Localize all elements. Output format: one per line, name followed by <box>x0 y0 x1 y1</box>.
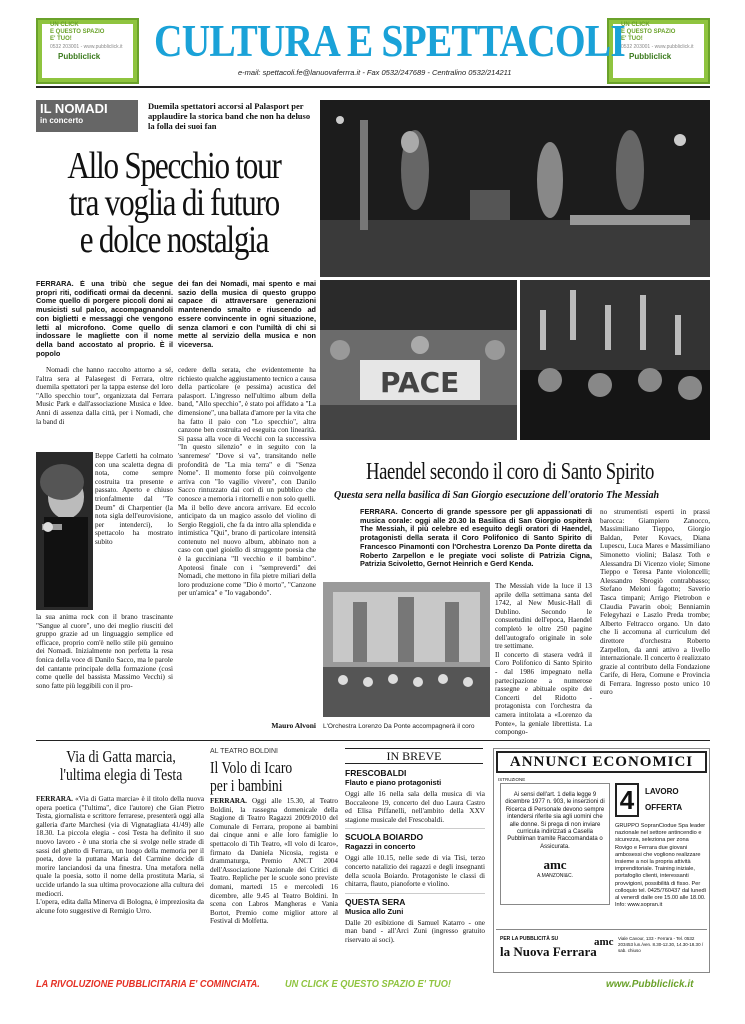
breve-title: IN BREVE <box>386 749 442 763</box>
body-text: cedere della serata, che evidentemente ha richiesto qualche aggiustamento tecnico a causa della particolare (e pessima) acustica del palasport. L'ingresso nell'ultimo album della band, "Allo specchio", è stato poi affidato a "La dimensione", una ballata d'amore per la vita che ha fatto il paio con "Lo specchio", altra canzone ben costruita ed eseguita con linearità. Si passa alla voce di Vecchi con la successiva "In questo silenzio" e in seguito con la 'sanremese' "Dove si va", transitando nelle profondità de "La mia terra" e di "Senza Nome". Il momento forse più coinvolgente arriva con "Io vagilio vivere", con Danilo Sacco rintuzzato dai cori di un pubblico che conosce a memoria i ritornelli e non solo quelli. Ma il bello deve ancora arrivare. Ed eccolo anticipato da un magico assolo del violino di Sergio Reggioli, che fa da intro alla splendida e intimistica "Qui", brano di particolare intensità contenuto nel nuovo album, abbinato non a caso con quel gioiello di struggente poesia che è la gucciniana "Il vecchio e il bambino". Apoteosi finale con i "sempreverdi" dei Nomadi, che mettono in fila pietre miliari della loro produzione come "Dio è morto", "Canzone per un'amica" e "Io vagabondo". <box>178 366 316 598</box>
annunci-notice <box>500 783 610 905</box>
singer-image <box>36 452 93 610</box>
icaro-title-line: per i bambini <box>210 776 283 795</box>
breve-item <box>345 893 485 945</box>
body-col-1c <box>36 613 173 733</box>
crowd-photo-2 <box>520 280 710 440</box>
haendel-subtitle: Questa sera nella basilica di San Giorgio esecuzione dell'oratorio The Messiah <box>334 490 660 501</box>
section-title: CULTURA E SPETTACOLI <box>154 15 625 66</box>
ad-small-text: 0532 203001 - www.pubbliclick.it <box>621 44 694 50</box>
body-text: «Via di Gatta marcia» è il titolo della nuova opera poetica ("l'ultima", dice l'autore) che Gian Pietro Testa, giornalista e scrittore ferrarese, presenterà oggi alla galleria d'arte Marchesi (via di Vignatagliata 41/49) alle 18.30. La piccola elegia - così Testa ha definito il suo nuovo lavoro - è una storia che si svolge nelle strade di sassi del ghetto di Ferrara, un luogo della memoria per il poeta, dove la puttana Maria del Carmine decide di morire lanciandosi da una finestra. Una metafora nella quale la poesia, sotto il nome della prostituta Maria, si uccide urlando la sua ultima provocazione alla cultura dei mediocri. L'opera, edita dalla Minerva di Bologna, è impreziosita da alcune foto suggestive di Remigio Urro. <box>36 795 204 915</box>
headline-line: Allo Specchio tour <box>67 145 281 187</box>
ad-small-text: 0532 203001 - www.pubbliclick.it <box>50 44 123 50</box>
photo-caption: L'Orchestra Lorenzo Da Ponte accompagnerà il coro <box>323 723 475 730</box>
lavoro-label: LAVORO <box>645 787 679 796</box>
ad-line: E' TUO! <box>50 36 72 42</box>
newspaper-name: la Nuova Ferrara <box>500 944 597 959</box>
body-text: Beppe Carletti ha colmato con una scaletta degna di nota, come sempre costruita tra presente e passato. Aperto e chiuso trionfalmente dal "Te Deum" di Charpentier (la nota sigla dell'eurovisione, per intenderci), lo spettacolo ha mostrato subito <box>95 452 173 546</box>
singer-photo <box>36 452 93 610</box>
orchestra-image <box>323 582 490 717</box>
job-ad: GRUPPO SopranCiodue Spa leader nazionale nel settore antincendio e sicurezza, seleziona per zona Rovigo e Ferrara due giovani ambosessi che vogliono realizzare insieme a noi la propria attività imprenditoriale. Training iniziale, portafoglio clienti, interessanti provvigioni, possibilità di fisso. Per colloquio tel. 0425/760437 dal lunedì al venerdì dalle ore 15.00 alle 18.00. Info: www.sopran.it <box>615 823 707 909</box>
lead-text: Concerto di grande spessore per gli appassionati di musica corale: oggi alle 20.30 la Basilica di San Giorgio ospiterà The Messiah, il più celebre ed eseguito degli oratori di Haendel, protagonisti della serata il Coro Polifonico di Santo Spirito di Francesco Pinamonti con l'Orchestra Lorenzo Da Ponte diretta da Roberto Zarpellon e le pregiate voci soliste di Patrizia Cigna, Patrizia Scivoletto, Gernot Heinrich e Gerd Kenda. <box>360 508 592 569</box>
lead-text: dei fan dei Nomadi, mai spento e mai sazio della musica di questo gruppo capace di attraversare generazioni mantenendo smalto e riuscendo ad essere convincente in ogni situazione, senza clamori e con l'umiltà di chi si mette al servizio della musica e non viceversa. <box>178 280 316 349</box>
ad-logo: Pubbliclick <box>629 52 672 61</box>
advert-address: Viale Cavour, 133 - Ferrara - Tel. 0532 203453 lun./ven. 8.30-12.30, 14.30-18.30 / sab. chiuso <box>618 936 704 953</box>
signature: Mauro Alvoni <box>271 721 316 730</box>
subhead: Duemila spettatori accorsi al Palasport per applaudire la storica band che non ha deluso la folla dei suoi fan <box>148 101 311 131</box>
kicker-label: IL NOMADI <box>40 101 108 116</box>
icaro-label: AL TEATRO BOLDINI <box>210 748 278 755</box>
haendel-col-1 <box>495 582 592 742</box>
body-col-1b <box>95 452 173 618</box>
lavoro-box <box>615 783 707 819</box>
dateline: FERRARA. <box>36 795 73 803</box>
lavoro-number: 4 <box>615 783 639 817</box>
lead-text: È una tribù che segue propri riti, codificati ormai da decenni. Come quello di porgere piccoli doni ai musicisti sul palco, accompagnandoli con biglietti e messaggi che vengono letti al microfono. Come quello di indossare le magliette con il nome della band accostato al proprio. È il popolo <box>36 280 173 358</box>
footer-link[interactable]: www.Pubbliclick.it <box>606 979 694 990</box>
breve-list <box>345 768 485 945</box>
breve-sub: Ragazzi in concerto <box>345 842 416 852</box>
offerta-label: OFFERTA <box>645 803 683 812</box>
dateline: FERRARA. <box>36 280 74 288</box>
concert-photo <box>320 100 710 277</box>
body-text: la sua anima rock con il brano trascinante "Sangue al cuore", uno dei meglio riusciti del gruppo grazie ad un linguaggio semplice ed efficace, proprio com'è nello stile più genuino dei Nomadi. Inizialmente non perfetta la resa fonica della voce di Danilo Sacco, ma le parole del cantante principale della formazione (così come quelle del bassista Massimo Vecchi) si sono fatte più leggibili con il pro- <box>36 613 173 690</box>
breve-text: Oggi alle 10.15, nelle sede di via Tisi, terzo concerto natalizio dei ragazzi e degli insegnanti della scuola Boiardo. Protagoniste le classi di chitarra, flauto, pianoforte e violino. <box>345 854 485 889</box>
annunci-title-box <box>496 751 707 773</box>
headline-line: tra voglia di futuro <box>69 182 279 224</box>
breve-item <box>345 768 485 824</box>
body-text: Oggi alle 15.30, al Teatro Boldini, la rassegna domenicale della Stagione di Teatro Ragazzi 2009/2010 del Comunale di Ferrara, propone ai bambini dai cinque anni e alle loro famiglie lo spettacolo di Tih Teatro, «Il volo di Icaro», firmato da Daniela Nicosia, regista e drammaturga, Premio ANCT 2004 dell'Associazione Nazionale dei Critici di Teatro. Repliche per le scuole sono previste domani, martedì 15 e mercoledì 16 dicembre, alle 9.45 al Teatro Boldini. In scena con Labros Mangheras e Vania Bortot, Premio come miglior attore al Festival di Molfetta. <box>210 797 338 926</box>
ad-logo: Pubbliclick <box>58 52 101 61</box>
contact-line: e-mail: spettacoli.fe@lanuovaferrra.it - Fax 0532/247689 - Centralino 0532/214211 <box>238 68 512 77</box>
breve-item <box>345 828 485 888</box>
body-col-1a <box>36 366 173 452</box>
body-text: The Messiah vide la luce il 13 aprile della settimana santa del 1742, al New Music-Hall di Dublino. Secondo le consuetudini dell'epoca, Haendel completò le oltre 250 pagine dell'autografo originale in sole tre settimane. Il concerto di stasera vedrà il Coro Polifonico di Santo Spirito - dal 1986 impegnato nella partecipazione a numerose rassegne e abituale ospite dei Concerti del Ridotto - protagonista con l'orchestra da camera intitolata a «Lorenzo da Ponte», la geniale librettista. La compongo- <box>495 582 592 737</box>
gatta-title-line: l'ultima elegia di Testa <box>59 765 183 784</box>
haendel-title: Haendel secondo il coro di Santo Spirito <box>366 459 655 485</box>
headline-line: e dolce nostalgia <box>79 219 269 261</box>
ad-line: UN CLICK <box>621 22 650 28</box>
footer-left: LA RIVOLUZIONE PUBBLICITARIA E' COMINCIATA. <box>36 979 260 990</box>
body-text: no strumentisti esperti in prassi barocca: Giampiero Zanocco, Massimiliano Tieppo, Giorgio Baldan, Peter Kovacs, Diana Lupescu, Luca Mares e Massimiliano Simonetto violini; Balasz Toth e Alessandra Di Vicenzo viole; Simone Tieppo e Teresa Pante violoncelli; Alessandro Sbrogiò contrabbasso; Stefano Meloni fagotto; Saverio Tasca timpani; Arrigo Pietrobon e Claudia Pavarin oboi; Benniamin Felegyhazi e Laszlo Preda trombe; Alberto Feltracco organo. Un dato che li accomuna al curriculum del direttore d'orchestra Roberto Zarpellon, da anni attivo a livello internazionale. Il concerto è realizzato grazie al contributo della Fondazione Carife, di Hera, Comune e Provincia di Ferrara. Ingresso posto unico 10 euro <box>600 508 710 697</box>
svg-text:PACE: PACE <box>380 366 460 399</box>
notice-text: Ai sensi dell'art. 1 della legge 9 dicembre 1977 n. 903, le inserzioni di Ricerca di Personale devono sempre intendersi riferite sia agli uomini che alle donne. Si prega di non inviare curricula indirizzati a Casella Pubbliman tramite Raccomandata o Assicurata. <box>505 792 605 850</box>
manzoni-mark: amc <box>594 936 614 948</box>
ad-left[interactable] <box>36 18 139 84</box>
breve-head: QUESTA SERA <box>345 896 406 907</box>
ad-line: UN CLICK <box>50 22 79 28</box>
annunci-panel <box>493 748 710 973</box>
annunci-small-label: ISTRUZIONE <box>498 777 526 782</box>
breve-text: Dalle 20 esibizione di Samuel Katarro - one man band - all'Arci Zuni (ingresso gratuito riservato ai soci). <box>345 918 485 944</box>
breve-head: SCUOLA BOIARDO <box>345 832 424 843</box>
haendel-col-2 <box>600 508 710 770</box>
advert-strip <box>496 929 707 969</box>
ad-line: E' TUO! <box>621 36 643 42</box>
icaro-headline <box>210 759 335 795</box>
breve-text: Oggi alle 16 nella sala della musica di via Boccaleone 19, concerto del duo Laura Castro ed Elisa Piffanelli, nell'ambito della XXV stagione musicale del Frescobaldi. <box>345 790 485 824</box>
annunci-title: ANNUNCI ECONOMICI <box>509 754 694 770</box>
advert-small: PER LA PUBBLICITÀ SU <box>500 936 559 942</box>
section-rule <box>36 740 710 741</box>
crowd-photo-1 <box>320 280 517 440</box>
gatta-title-line: Via di Gatta marcia, <box>66 747 176 766</box>
manzoni-logo: amc <box>543 857 567 873</box>
kicker-sub: in concerto <box>40 116 84 125</box>
breve-sub: Musica allo Zuni <box>345 906 404 916</box>
icaro-title-line: Il Volo di Icaro <box>210 758 293 777</box>
breve-header <box>345 748 483 764</box>
footer-mid: UN CLICK E QUESTO SPAZIO E' TUO! <box>285 979 451 990</box>
body-text: Nomadi che hanno raccolto attorno a sé, l'altra sera al Palasegest di Ferrara, oltre duemila spettatori per la tappa estense del loro "Allo specchio tour", organizzata dal Ferrara Music Park e dall'associazione Musica e Idee. Anni di assenza dalla città, per i Nomadi, che la band di <box>36 366 173 426</box>
lead-col-1 <box>36 280 173 358</box>
crowd-image <box>520 280 710 440</box>
dateline: FERRARA. <box>360 508 398 516</box>
dateline: FERRARA. <box>210 797 247 805</box>
gatta-body <box>36 795 204 975</box>
headline <box>24 145 324 261</box>
breve-head: FRESCOBALDI <box>345 768 407 778</box>
kicker <box>36 100 138 132</box>
ad-line: E QUESTO SPAZIO <box>621 29 676 35</box>
breve-sub: Flauto e piano protagonisti <box>345 778 442 787</box>
header-rule <box>36 86 710 88</box>
concert-image <box>320 100 710 277</box>
haendel-lead <box>360 508 592 578</box>
lead-col-2 <box>178 280 316 358</box>
body-col-2 <box>178 366 316 718</box>
orchestra-photo <box>323 582 490 717</box>
manzoni-name: A.MANZONI&C. <box>536 873 574 880</box>
gatta-headline <box>36 748 206 784</box>
crowd-image <box>320 280 517 440</box>
icaro-body <box>210 797 338 975</box>
ad-line: E QUESTO SPAZIO <box>50 29 105 35</box>
